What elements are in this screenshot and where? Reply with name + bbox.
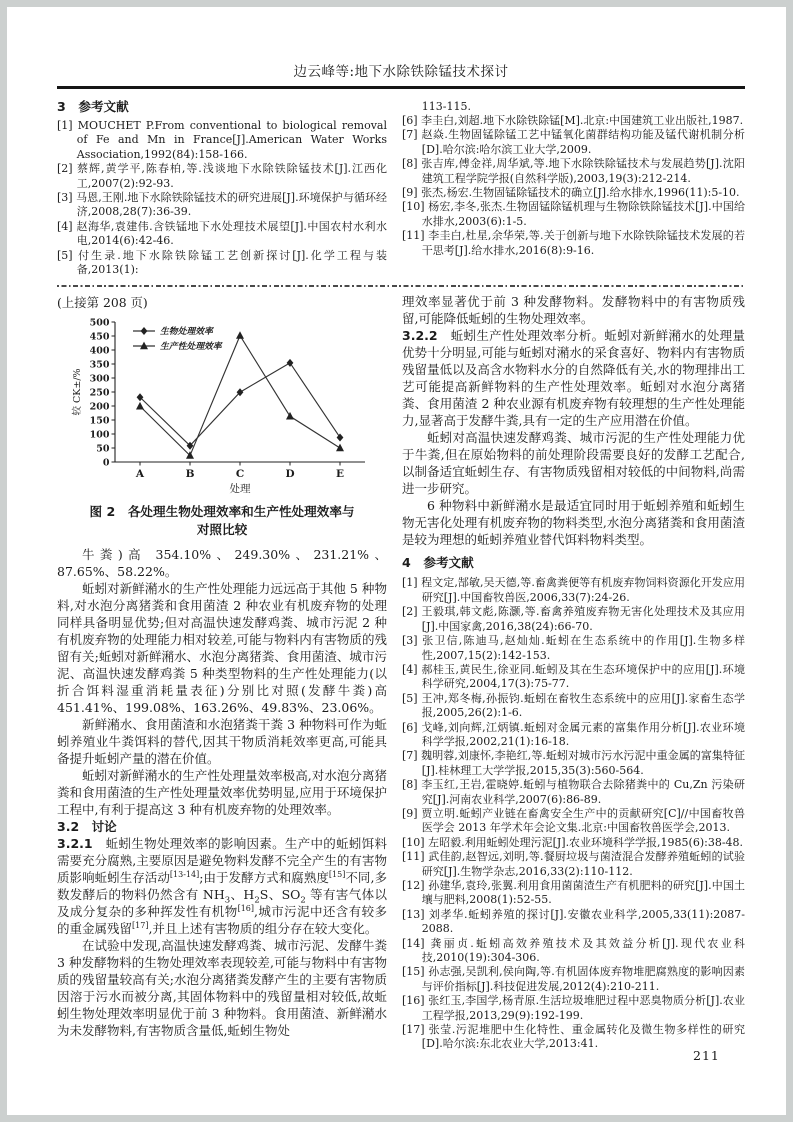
- reference-item: [6] 李圭白,刘超.地下水除铁除锰[M].北京:中国建筑工业出版社,1987.: [402, 114, 744, 127]
- reference-item: [3] 马恩,王刚.地下水除铁除锰技术的研究进展[J].环境保护与循环经济,2008,28(7):36-39.: [57, 191, 387, 219]
- svg-text:0: 0: [102, 457, 110, 469]
- body-paragraph: 牛粪)高 354.10%、249.30%、231.21%、87.65%、58.22%。: [57, 547, 387, 580]
- svg-text:B: B: [185, 468, 195, 481]
- figure2-line-chart: [69, 314, 375, 498]
- svg-text:500: 500: [89, 317, 110, 329]
- figure2-chart-container: [57, 314, 387, 498]
- body-paragraph: 理效率显著优于前 3 种发酵物料。发酵物料中的有害物质残留,可能降低蚯蚓的生物处理效率。: [402, 294, 745, 327]
- running-head: 边云峰等:地下水除铁除锰技术探讨: [293, 64, 509, 80]
- body-paragraph: 3.2.2 蚯蚓生产性处理效率分析。蚯蚓对新鲜潲水的处理量优势十分明显,可能与蚯蚓对潲水的采食喜好、物料内有害物质残留量低以及高含水物料水分的自然降低有关,水的物理排出工艺可能提高新鲜物料的生产性处理效率。蚯蚓对水泡分离猪粪、食用菌渣 2 种农业源有机废弃物有较理想的生产性处理能力,显著高于发酵牛粪,具有一定的生产应用潜在价值。: [402, 328, 745, 429]
- svg-text:100: 100: [89, 429, 110, 441]
- reference-item: [3] 张卫信,陈迪马,赵灿灿.蚯蚓在生态系统中的作用[J].生物多样性,2007,15(2):142-153.: [402, 634, 745, 662]
- reference-item: [11] 李圭白,杜星,余华荣,等.关于创新与地下水除铁除锰技术发展的若干思考[J].给水排水,2016(8):9-16.: [402, 229, 745, 257]
- reference-item: [4] 赵海华,袁建伟.含铁锰地下水处理技术展望[J].中国农村水利水电,2014(6):42-46.: [57, 219, 387, 248]
- article-separator-rule: [57, 285, 745, 287]
- reference-list-3-continued: [402, 114, 745, 258]
- reference-list-3: [57, 119, 387, 277]
- svg-text:E: E: [335, 468, 345, 481]
- top-right-column: [402, 98, 745, 277]
- header-rule: [57, 86, 745, 89]
- body-paragraph: 6 种物料中新鲜潲水是最适宜同时用于蚯蚓养殖和蚯蚓生物无害化处理有机废弃物的物料类型,水泡分离猪粪和食用菌渣是较为理想的蚯蚓养殖业替代饵料物料类型。: [402, 498, 745, 548]
- reference-item: [8] 张吉库,傅金祥,周华斌,等.地下水除铁除锰技术与发展趋势[J].沈阳建筑工程学院学报(自然科学版),2003,19(3):212-214.: [402, 157, 745, 185]
- svg-text:D: D: [285, 468, 295, 481]
- reference-carryover: 113-115.: [421, 100, 472, 113]
- svg-text:450: 450: [89, 331, 110, 343]
- reference-item: [4] 郝桂玉,黄民生,徐亚同.蚯蚓及其在生态环境保护中的应用[J].环境科学研究,2004,17(3):75-77.: [402, 662, 745, 691]
- reference-item: [8] 李玉红,王岩,霍晓婷.蚯蚓与植物联合去除猪粪中的 Cu,Zn 污染研究[J].河南农业科学,2007(6):86-89.: [402, 778, 745, 806]
- svg-text:50: 50: [96, 443, 110, 455]
- body-paragraph: 在试验中发现,高温快速发酵鸡粪、城市污泥、发酵牛粪 3 种发酵物料的生物处理效率表现较差,可能与物料中有害物质的残留量较高有关;水泡分离猪粪发酵产生的主要有害物质因溶于污水而被分离,其固体物料中的残留量相对较低,故蚯蚓生物处理效率明显优于前 3 种物料。食用菌渣、新鲜潲水为未发酵物料,有害物质含量低,蚯蚓生物处: [57, 938, 387, 1039]
- reference-item: [1] 程文定,郜敏,吴天德,等.畜禽粪便等有机废弃物饲料资源化开发应用研究[J].中国畜牧兽医,2006,33(7):24-26.: [402, 576, 745, 604]
- body-paragraph: 蚯蚓对高温快速发酵鸡粪、城市污泥的生产性处理能力优于牛粪,但在原始物料的前处理阶段需要良好的发酵工艺配合,以制备适宜蚯蚓生存、有害物质残留相对较低的中间物料,尚需进一步研究。: [402, 430, 745, 497]
- svg-text:生产性处理效率: 生产性处理效率: [160, 342, 222, 353]
- reference-item: [9] 张杰,杨宏.生物固锰除锰技术的确立[J].给水排水,1996(11):5-10.: [402, 186, 740, 200]
- right-body-text: [402, 293, 745, 548]
- svg-text:200: 200: [89, 401, 110, 413]
- page-number: 211: [693, 1048, 720, 1063]
- y-axis-label: 较 CK±/%: [72, 368, 83, 417]
- svg-text:400: 400: [89, 345, 110, 357]
- figure2-caption-line2: 对照比较: [196, 522, 248, 538]
- reference-item: [10] 杨宏,李冬,张杰.生物固锰除锰机理与生物除铁除锰技术[J].中国给水排水,2003(6):1-5.: [402, 200, 745, 228]
- reference-item: [10] 左昭毅.利用蚯蚓处理污泥[J].农业环境科学学报,1985(6):38-48.: [402, 835, 744, 849]
- body-paragraph: 3.2.1 蚯蚓生物处理效率的影响因素。生产中的蚯蚓饵料需要充分腐熟,主要原因是避免物料发酵不完全产生的有害物质影响蚯蚓生存活动[13-14];由于发酵方式和腐熟度[15]不同,多数发酵后的物料仍然含有 $NH_3$、$H_2S$、$SO_2$ 等有害气体以及成分复杂的多种挥发性有机物[16],城市污泥中还含有较多的重金属残留[17],并且上述有害物质的组分存在较大变化。: [57, 836, 388, 937]
- continued-article-section: [57, 293, 745, 1051]
- reference-item: [14] 龚丽贞.蚯蚓高效养殖技术及其效益分析[J].现代农业科技,2010(19):304-306.: [402, 936, 745, 965]
- bottom-left-column: [57, 293, 387, 1051]
- body-paragraph: 3.2 讨论: [57, 819, 117, 835]
- reference-item: [2] 王毅琪,韩文彪,陈灏,等.畜禽养殖废弃物无害化处理技术及其应用[J].中国家禽,2016,38(24):66-70.: [402, 605, 745, 633]
- top-reference-section: [57, 98, 745, 277]
- chart-legend: [133, 326, 223, 352]
- reference-item: [2] 蔡辉,黄学平,陈春柏,等.浅谈地下水除铁除锰技术[J].江西化工,2007(2):92-93.: [57, 162, 387, 190]
- top-left-column: [57, 98, 387, 277]
- svg-text:150: 150: [89, 415, 110, 427]
- figure2-caption-line1: 图 2 各处理生物处理效率和生产性处理效率与: [89, 504, 355, 520]
- reference-item: [1] MOUCHET P.From conventional to biological removal of Fe and Mn in France[J].American Water Works Association,1992(84):158-166.: [57, 119, 387, 161]
- svg-text:生物处理效率: 生物处理效率: [160, 327, 213, 338]
- left-body-text: [57, 546, 387, 1039]
- reference-item: [16] 张红玉,李国学,杨青原.生活垃圾堆肥过程中恶臭物质分析[J].农业工程学报,2013,29(9):192-199.: [402, 994, 745, 1022]
- reference-item: [12] 孙建华,袁玲,张翼.利用食用菌菌渣生产有机肥料的研究[J].中国土壤与肥料,2008(1):52-55.: [402, 879, 745, 907]
- section-heading-refs-4: 4 参考文献: [402, 555, 474, 571]
- body-paragraph: 新鲜潲水、食用菌渣和水泡猪粪干粪 3 种物料可作为蚯蚓养殖业牛粪饵料的替代,因其干物质消耗效率更高,可能具备提升蚯蚓产量的潜在价值。: [57, 717, 387, 767]
- reference-item: [15] 孙志强,吴凯利,侯向陶,等.有机固体废弃物堆肥腐熟度的影响因素与评价指标[J].科技促进发展,2012(4):210-211.: [402, 965, 745, 993]
- bottom-right-column: [402, 293, 745, 1051]
- reference-item: [13] 刘孝华.蚯蚓养殖的探讨[J].安徽农业科学,2005,33(11):2087-2088.: [402, 907, 745, 936]
- svg-text:350: 350: [89, 359, 110, 371]
- svg-text:A: A: [135, 468, 145, 481]
- body-paragraph: 蚯蚓对新鲜潲水的生产性处理能力远远高于其他 5 种物料,对水泡分离猪粪和食用菌渣 2 种农业有机废弃物的处理同样具备明显优势;但对高温快速发酵鸡粪、城市污泥 2 种有机废弃物的处理能力相对较差,可能与物料内有害物质的残留有关;蚯蚓对新鲜潲水、水泡分离猪粪、食用菌渣、城市污泥、高温快速发酵鸡粪 5 种类型物料的生产性处理能力(以折合饵料湿重消耗量表征)分别比对照(发酵牛粪)高 451.41%、199.08%、163.26%、49.83%、23.06%。: [57, 581, 387, 716]
- section-heading-refs-3: 3 参考文献: [57, 99, 129, 114]
- figure2-caption: [57, 503, 387, 539]
- journal-page: [57, 52, 745, 1063]
- reference-item: [5] 付生录.地下水除铁除锰工艺创新探讨[J].化学工程与装备,2013(1):: [57, 248, 387, 277]
- reference-list-4: [402, 576, 745, 1051]
- continued-from-note: (上接第 208 页): [57, 295, 148, 311]
- reference-item: [6] 戈峰,刘向辉,江炳镇.蚯蚓对金属元素的富集作用分析[J].农业环境科学学报,2002,21(1):16-18.: [402, 720, 745, 748]
- reference-item: [7] 魏明蓉,刘康怀,李艳红,等.蚯蚓对城市污水污泥中重金属的富集特征[J].桂林理工大学学报,2015,35(3):560-564.: [402, 749, 745, 777]
- svg-text:C: C: [235, 468, 245, 481]
- series-diamond: [137, 359, 344, 450]
- svg-text:300: 300: [89, 373, 110, 385]
- svg-text:250: 250: [89, 387, 110, 399]
- reference-item: [17] 张莹.污泥堆肥中生化特性、重金属转化及微生物多样性的研究[D].哈尔滨:东北农业大学,2013:41.: [402, 1023, 745, 1051]
- reference-item: [11] 武佳韵,赵智远,刘明,等.餐厨垃圾与菌渣混合发酵养殖蚯蚓的试验研究[J].生物学杂志,2016,33(2):110-112.: [402, 850, 745, 878]
- body-paragraph: 蚯蚓对新鲜潲水的生产性处理量效率极高,对水泡分离猪粪和食用菌渣的生产性处理量效率优势明显,应用于环境保护工程中,有利于提高这 3 种有机废弃物的处理效率。: [57, 768, 387, 818]
- reference-item: [7] 赵焱.生物固锰除锰工艺中锰氧化菌群结构功能及锰代谢机制分析[D].哈尔滨:哈尔滨工业大学,2009.: [402, 128, 745, 156]
- reference-item: [9] 贾立明.蚯蚓产业链在畜禽安全生产中的贡献研究[C]//中国畜牧兽医学会 2013 年学术年会论文集.北京:中国畜牧兽医学会,2013.: [402, 806, 745, 835]
- reference-item: [5] 王冲,郑冬梅,孙振钧.蚯蚓在畜牧生态系统中的应用[J].家畜生态学报,2005,26(2):1-6.: [402, 691, 745, 720]
- x-axis-label: 处理: [229, 483, 251, 496]
